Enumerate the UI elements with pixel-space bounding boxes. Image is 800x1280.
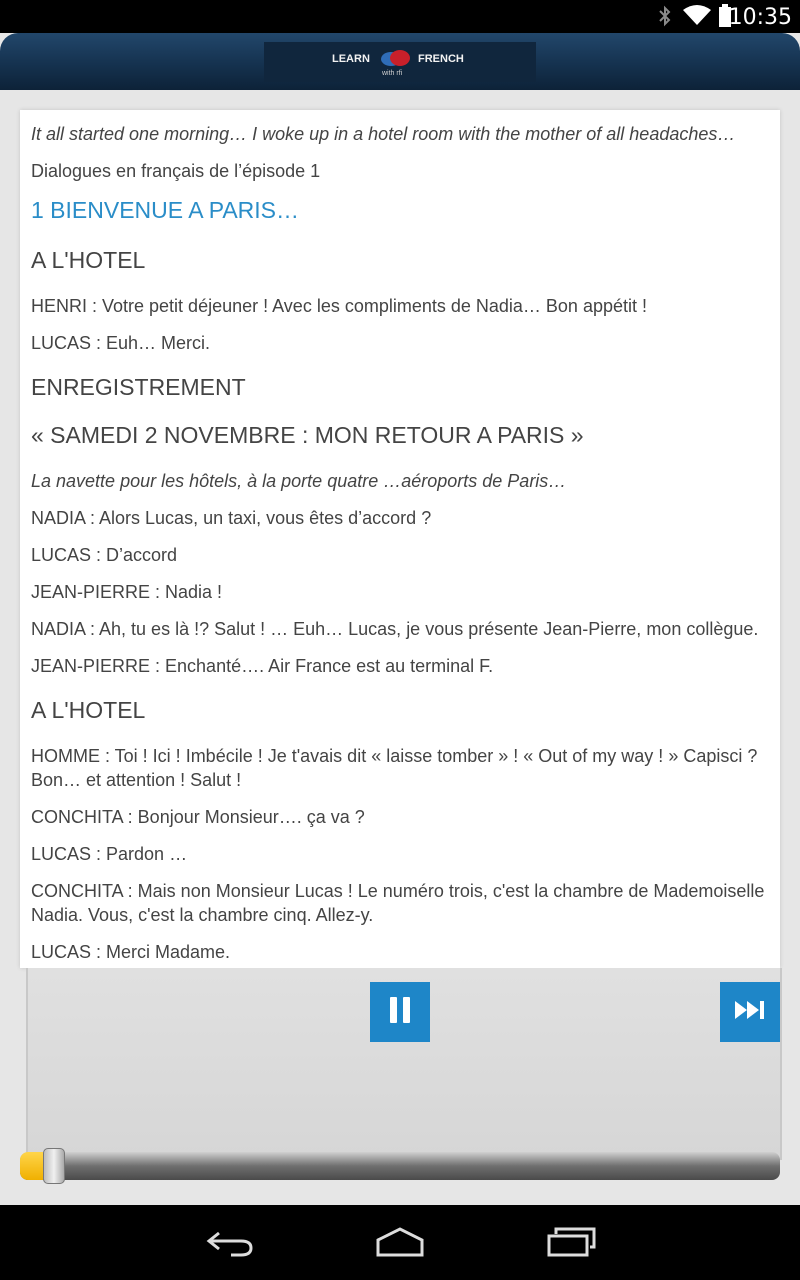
dialogue-line: JEAN-PIERRE : Nadia !	[31, 582, 223, 602]
skip-next-button[interactable]	[720, 982, 780, 1042]
dialogue-text-panel[interactable]	[20, 110, 780, 968]
subtitle-text: Dialogues en français de l’épisode 1	[31, 161, 321, 181]
seek-bar[interactable]	[20, 1152, 780, 1180]
logo-french-text: FRENCH	[418, 53, 464, 65]
pause-icon	[388, 997, 412, 1028]
recents-icon[interactable]	[546, 1227, 596, 1262]
pause-button[interactable]	[370, 982, 430, 1042]
dialogue-line: LUCAS : Merci Madame.	[31, 942, 231, 962]
intro-text: It all started one morning… I woke up in a hotel room with the mother of all headaches…	[31, 124, 736, 144]
logo-rfi-text: with rfi	[382, 70, 403, 77]
home-icon[interactable]	[375, 1227, 425, 1262]
navigation-bar	[0, 1205, 800, 1280]
dialogue-line: CONCHITA : Bonjour Monsieur…. ça va ?	[31, 807, 365, 827]
dialogue-line: LUCAS : Pardon …	[31, 844, 188, 864]
seek-progress	[20, 1152, 43, 1180]
episode-title: 1 BIENVENUE A PARIS…	[31, 197, 300, 223]
dialogue-line: HENRI : Votre petit déjeuner ! Avec les compliments de Nadia… Bon appétit !	[31, 296, 647, 316]
section-heading: « SAMEDI 2 NOVEMBRE : MON RETOUR A PARIS »	[31, 422, 584, 448]
bluetooth-icon	[657, 5, 673, 32]
skip-next-icon	[735, 1001, 765, 1024]
dialogue-line: LUCAS : D’accord	[31, 545, 178, 565]
stage-direction: La navette pour les hôtels, à la porte quatre …aéroports de Paris…	[31, 471, 567, 491]
dialogue-line: NADIA : Ah, tu es là !? Salut ! … Euh… Lucas, je vous présente Jean-Pierre, mon collègue.	[31, 619, 759, 639]
dialogue-line: CONCHITA : Mais non Monsieur Lucas ! Le numéro trois, c'est la chambre de Mademoiselle Nadia. Vous, c'est la chambre cinq. Allez-y.	[31, 881, 765, 925]
app-header	[0, 33, 800, 90]
logo-learn-text: LEARN	[332, 53, 370, 65]
back-icon[interactable]	[205, 1231, 255, 1262]
section-heading: A L'HOTEL	[31, 697, 146, 723]
app-logo	[264, 42, 536, 82]
dialogue-line: NADIA : Alors Lucas, un taxi, vous êtes d’accord ?	[31, 508, 432, 528]
section-heading: A L'HOTEL	[31, 247, 146, 273]
dialogue-line: JEAN-PIERRE : Enchanté…. Air France est au terminal F.	[31, 656, 494, 676]
clock: 10:35	[728, 5, 792, 30]
status-bar	[0, 0, 800, 33]
seek-thumb[interactable]	[43, 1148, 65, 1184]
player-bottom	[0, 1185, 800, 1205]
dialogue-line: LUCAS : Euh… Merci.	[31, 333, 211, 353]
dialogue-line: HOMME : Toi ! Ici ! Imbécile ! Je t'avais dit « laisse tomber » ! « Out of my way ! » Capisci ? Bon… et attention ! Salut !	[31, 746, 758, 790]
wifi-icon	[683, 4, 711, 31]
section-heading: ENREGISTREMENT	[31, 374, 246, 400]
